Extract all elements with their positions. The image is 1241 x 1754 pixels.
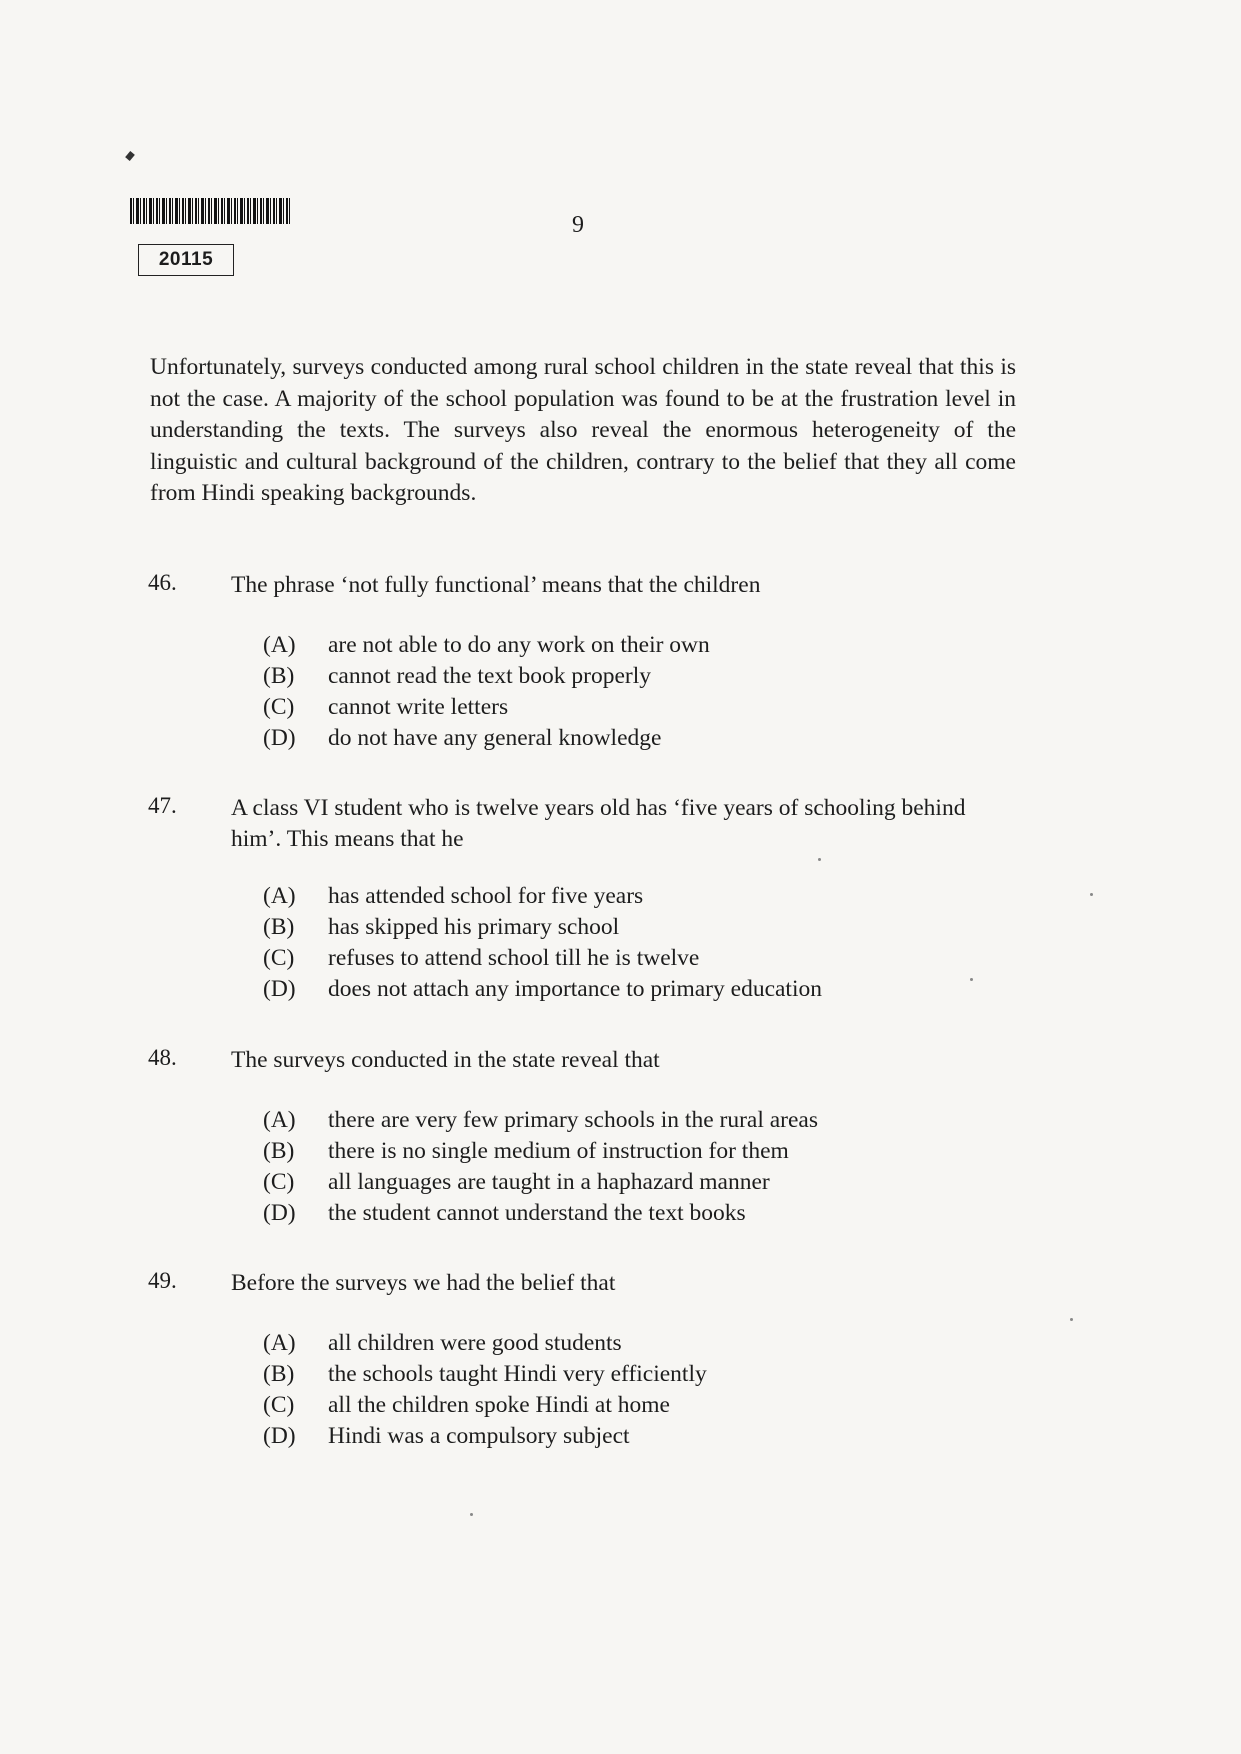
question-number: 46. [148, 570, 177, 595]
option-letter: (C) [263, 1169, 295, 1195]
option-letter: (D) [263, 725, 296, 751]
option-letter: (C) [263, 945, 295, 971]
option-letter: (C) [263, 1392, 295, 1418]
option-letter: (C) [263, 694, 295, 720]
corner-mark [125, 151, 135, 161]
option-letter: (D) [263, 976, 296, 1002]
question-number: 49. [148, 1268, 177, 1293]
option-text: are not able to do any work on their own [328, 632, 710, 658]
option-text: all languages are taught in a haphazard manner [328, 1169, 770, 1195]
question-stem: The phrase ‘not fully functional’ means that the children [231, 572, 761, 598]
option-letter: (A) [263, 883, 296, 909]
scan-speck [970, 978, 973, 981]
option-text: cannot read the text book properly [328, 663, 652, 689]
option-text: the student cannot understand the text books [328, 1200, 746, 1226]
option-text: there are very few primary schools in the rural areas [328, 1107, 819, 1133]
option-text: has skipped his primary school [328, 914, 620, 940]
option-letter: (D) [263, 1423, 296, 1449]
option-text: Hindi was a compulsory subject [328, 1423, 630, 1449]
option-letter: (B) [263, 1361, 295, 1387]
question-stem: Before the surveys we had the belief that [231, 1270, 616, 1296]
passage-text: Unfortunately, surveys conducted among rural school children in the state reveal that this is not the case. A majority of the school population was found to be at the frustration level in understanding the texts. The surveys also reveal the enormous heterogeneity of the linguistic and cultural background of the children, contrary to the belief that they all come from Hindi speaking backgrounds. [150, 354, 1016, 506]
page-number: 9 [572, 212, 584, 238]
option-text: has attended school for five years [328, 883, 644, 909]
option-letter: (B) [263, 914, 295, 940]
option-letter: (B) [263, 663, 295, 689]
paper-code-box: 20115 [138, 244, 234, 276]
question-number: 47. [148, 793, 177, 818]
option-text: refuses to attend school till he is twelve [328, 945, 700, 971]
option-letter: (D) [263, 1200, 296, 1226]
option-text: do not have any general knowledge [328, 725, 662, 751]
scan-speck [1090, 893, 1093, 896]
barcode [130, 198, 292, 224]
option-text: does not attach any importance to primary education [328, 976, 822, 1002]
option-letter: (A) [263, 1107, 296, 1133]
option-text: all children were good students [328, 1330, 622, 1356]
option-letter: (A) [263, 1330, 296, 1356]
option-letter: (A) [263, 632, 296, 658]
option-text: there is no single medium of instruction for them [328, 1138, 789, 1164]
option-text: the schools taught Hindi very efficiently [328, 1361, 707, 1387]
option-text: cannot write letters [328, 694, 509, 720]
question-number: 48. [148, 1045, 177, 1070]
scan-speck [1070, 1318, 1073, 1321]
question-stem: The surveys conducted in the state reveal that [231, 1047, 660, 1073]
scan-speck [470, 1513, 473, 1516]
question-stem: A class VI student who is twelve years old has ‘five years of schooling behind him’. This means that he [231, 795, 966, 852]
option-text: all the children spoke Hindi at home [328, 1392, 670, 1418]
option-letter: (B) [263, 1138, 295, 1164]
scan-speck [818, 858, 821, 861]
